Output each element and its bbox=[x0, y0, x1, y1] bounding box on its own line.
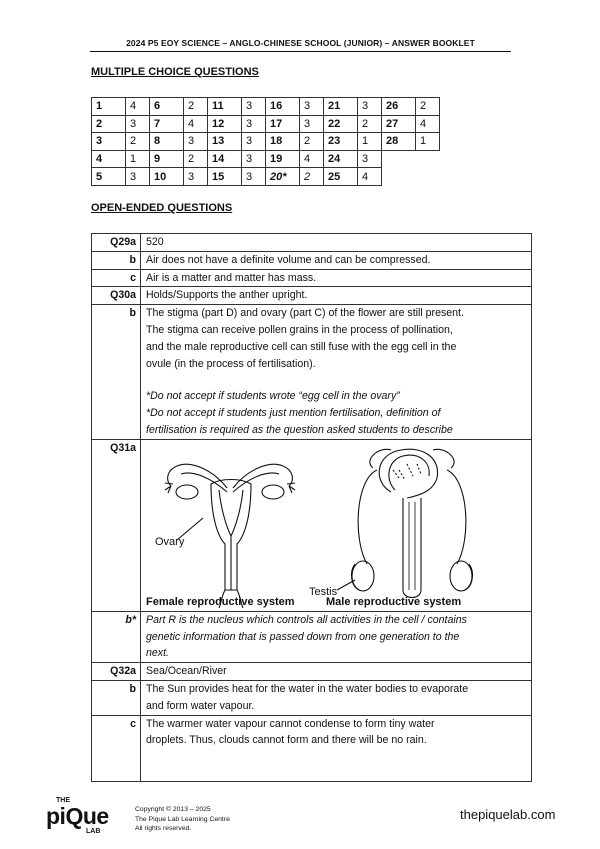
answer-text: Holds/Supports the anther upright. bbox=[141, 287, 532, 305]
ovary-label: Ovary bbox=[155, 535, 185, 548]
mcq-answer: 3 bbox=[300, 98, 324, 116]
mcq-question-number: 24 bbox=[324, 150, 358, 168]
mcq-answer: 2 bbox=[184, 150, 208, 168]
question-number: b* bbox=[92, 611, 141, 662]
mcq-answer-grid bbox=[91, 97, 440, 186]
answer-line: genetic information that is passed down from one generation to the bbox=[146, 630, 460, 643]
mcq-question-number: 1 bbox=[92, 98, 126, 116]
mcq-question-number: 20* bbox=[266, 168, 300, 186]
copyright-line: The Pique Lab Learning Centre bbox=[135, 815, 230, 823]
mcq-answer: 3 bbox=[242, 115, 266, 133]
mcq-answer: 3 bbox=[358, 98, 382, 116]
mcq-question-number: 26 bbox=[382, 98, 416, 116]
mcq-question-number: 5 bbox=[92, 168, 126, 186]
mcq-question-number: 4 bbox=[92, 150, 126, 168]
mcq-answer: 1 bbox=[416, 133, 440, 151]
table-row bbox=[92, 269, 532, 287]
answer-line: and form water vapour. bbox=[146, 699, 255, 712]
mcq-answer: 2 bbox=[184, 98, 208, 116]
copyright-block bbox=[135, 805, 230, 834]
mcq-row bbox=[92, 115, 440, 133]
mcq-question-number: 11 bbox=[208, 98, 242, 116]
copyright-line: Copyright © 2013 – 2025 bbox=[135, 806, 211, 813]
mcq-answer: 3 bbox=[242, 150, 266, 168]
page-header: 2024 P5 EOY SCIENCE – ANGLO-CHINESE SCHOOL (JUNIOR) – ANSWER BOOKLET bbox=[126, 38, 475, 48]
mcq-answer: 1 bbox=[358, 133, 382, 151]
mcq-row bbox=[92, 98, 440, 116]
mcq-answer: 3 bbox=[242, 168, 266, 186]
mcq-answer: 3 bbox=[126, 115, 150, 133]
question-number: Q29a bbox=[92, 234, 141, 252]
question-number: b bbox=[92, 305, 141, 440]
mcq-question-number: 22 bbox=[324, 115, 358, 133]
pique-lab-logo bbox=[46, 797, 116, 837]
mcq-answer: 3 bbox=[184, 133, 208, 151]
table-row bbox=[92, 439, 532, 611]
open-ended-answer-table bbox=[91, 233, 532, 782]
male-reproductive-system-drawing bbox=[337, 449, 472, 597]
testis-label: Testis bbox=[309, 585, 338, 598]
open-ended-section-title: OPEN-ENDED QUESTIONS bbox=[91, 202, 233, 214]
female-caption: Female reproductive system bbox=[146, 595, 295, 608]
table-row bbox=[92, 663, 532, 681]
mcq-question-number: 18 bbox=[266, 133, 300, 151]
mcq-question-number: 13 bbox=[208, 133, 242, 151]
question-number: c bbox=[92, 715, 141, 781]
empty-cell bbox=[382, 168, 416, 186]
mcq-answer: 4 bbox=[184, 115, 208, 133]
mcq-question-number: 27 bbox=[382, 115, 416, 133]
empty-cell bbox=[382, 150, 416, 168]
answer-text: Air is a matter and matter has mass. bbox=[141, 269, 532, 287]
mcq-question-number: 23 bbox=[324, 133, 358, 151]
mcq-question-number: 17 bbox=[266, 115, 300, 133]
answer-text bbox=[141, 680, 532, 715]
empty-cell bbox=[416, 150, 440, 168]
logo-text-the: THE bbox=[56, 797, 70, 804]
male-caption: Male reproductive system bbox=[326, 595, 462, 608]
mcq-answer: 3 bbox=[184, 168, 208, 186]
mcq-question-number: 9 bbox=[150, 150, 184, 168]
mcq-question-number: 6 bbox=[150, 98, 184, 116]
mcq-answer: 1 bbox=[126, 150, 150, 168]
mcq-question-number: 12 bbox=[208, 115, 242, 133]
table-row bbox=[92, 715, 532, 781]
table-row bbox=[92, 287, 532, 305]
mcq-question-number: 25 bbox=[324, 168, 358, 186]
mcq-question-number: 19 bbox=[266, 150, 300, 168]
website-link[interactable]: thepiquelab.com bbox=[460, 807, 556, 822]
question-number: Q32a bbox=[92, 663, 141, 681]
marking-note: *Do not accept if students wrote “egg cell in the ovary” bbox=[146, 390, 400, 403]
marking-note: *Do not accept if students just mention fertilisation, definition of bbox=[146, 407, 441, 420]
female-reproductive-system-drawing bbox=[165, 464, 295, 608]
mcq-answer: 2 bbox=[300, 133, 324, 151]
mcq-answer: 2 bbox=[358, 115, 382, 133]
mcq-answer: 4 bbox=[300, 150, 324, 168]
mcq-answer: 3 bbox=[126, 168, 150, 186]
answer-line: ovule (in the process of fertilisation). bbox=[146, 357, 316, 370]
mcq-question-number: 8 bbox=[150, 133, 184, 151]
table-row bbox=[92, 251, 532, 269]
answer-line: next. bbox=[146, 647, 169, 660]
question-number: b bbox=[92, 251, 141, 269]
question-number: b bbox=[92, 680, 141, 715]
mcq-answer: 3 bbox=[300, 115, 324, 133]
question-number: Q30a bbox=[92, 287, 141, 305]
answer-line: The stigma (part D) and ovary (part C) of the flower are still present. bbox=[146, 307, 464, 320]
mcq-question-number: 3 bbox=[92, 133, 126, 151]
mcq-question-number: 7 bbox=[150, 115, 184, 133]
answer-line: and the male reproductive cell can still fuse with the egg cell in the bbox=[146, 340, 457, 353]
mcq-answer: 2 bbox=[300, 168, 324, 186]
question-number: c bbox=[92, 269, 141, 287]
empty-cell bbox=[416, 168, 440, 186]
mcq-row bbox=[92, 133, 440, 151]
mcq-answer: 4 bbox=[358, 168, 382, 186]
table-row bbox=[92, 305, 532, 440]
mcq-question-number: 16 bbox=[266, 98, 300, 116]
logo-text-main: piQue bbox=[46, 803, 109, 829]
answer-text: Sea/Ocean/River bbox=[141, 663, 532, 681]
mcq-row bbox=[92, 168, 440, 186]
question-number: Q31a bbox=[92, 439, 141, 611]
diagram-cell bbox=[141, 439, 532, 611]
mcq-answer: 3 bbox=[358, 150, 382, 168]
mcq-answer: 4 bbox=[126, 98, 150, 116]
answer-line: droplets. Thus, clouds cannot form and there will be no rain. bbox=[146, 734, 427, 747]
mcq-question-number: 21 bbox=[324, 98, 358, 116]
mcq-answer: 2 bbox=[416, 98, 440, 116]
answer-line: The Sun provides heat for the water in the water bodies to evaporate bbox=[146, 682, 469, 695]
mcq-row bbox=[92, 150, 440, 168]
mcq-answer: 3 bbox=[242, 133, 266, 151]
header-rule bbox=[90, 51, 511, 52]
answer-text: Air does not have a definite volume and can be compressed. bbox=[141, 251, 532, 269]
answer-text bbox=[141, 715, 532, 781]
marking-note: fertilisation is required as the question asked students to describe bbox=[146, 423, 453, 436]
mcq-section-title: MULTIPLE CHOICE QUESTIONS bbox=[91, 66, 259, 78]
answer-line: Part R is the nucleus which controls all activities in the cell / contains bbox=[146, 613, 467, 626]
logo-text-lab: LAB bbox=[86, 828, 101, 835]
mcq-question-number: 14 bbox=[208, 150, 242, 168]
answer-text bbox=[141, 611, 532, 662]
answer-text: 520 bbox=[141, 234, 532, 252]
mcq-answer: 3 bbox=[242, 98, 266, 116]
mcq-answer: 4 bbox=[416, 115, 440, 133]
mcq-question-number: 15 bbox=[208, 168, 242, 186]
table-row bbox=[92, 611, 532, 662]
spacer bbox=[146, 372, 526, 388]
mcq-question-number: 2 bbox=[92, 115, 126, 133]
answer-text bbox=[141, 305, 532, 440]
mcq-question-number: 10 bbox=[150, 168, 184, 186]
table-row bbox=[92, 680, 532, 715]
mcq-answer: 2 bbox=[126, 133, 150, 151]
table-row bbox=[92, 234, 532, 252]
answer-line: The warmer water vapour cannot condense to form tiny water bbox=[146, 717, 435, 730]
mcq-question-number: 28 bbox=[382, 133, 416, 151]
copyright-line: All rights reserved. bbox=[135, 825, 192, 832]
answer-line: The stigma can receive pollen grains in the process of pollination, bbox=[146, 323, 453, 336]
